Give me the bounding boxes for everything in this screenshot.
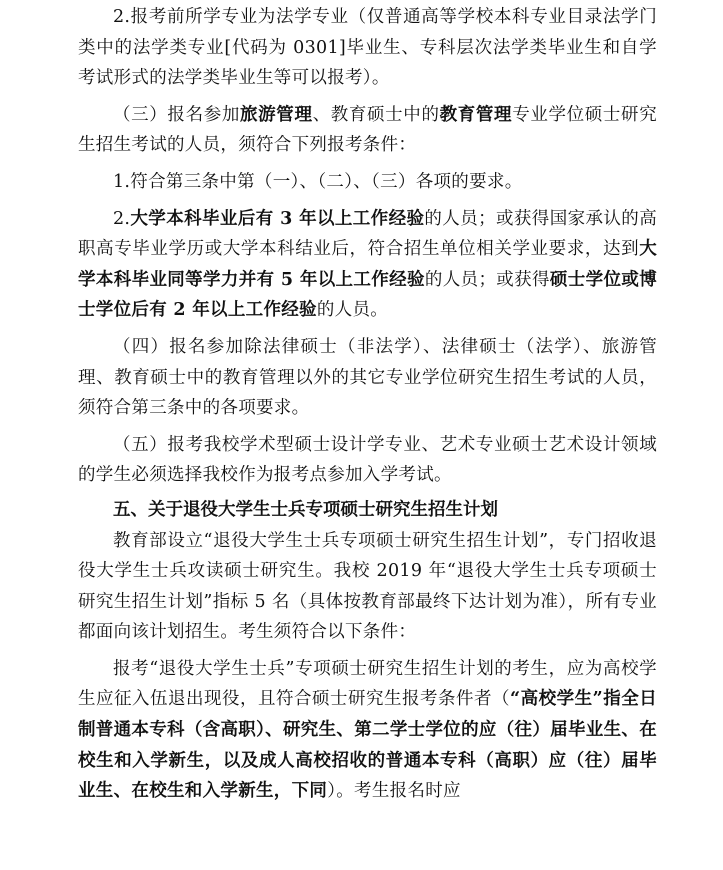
text-run: 的人员；或获得国家承认的高职高专毕业学历或大学本科结业后，符合招生单位相关学业要求，达到 xyxy=(78,208,658,260)
paragraph-p5 xyxy=(78,332,657,424)
section-heading: 五、关于退役大学生士兵专项硕士研究生招生计划 xyxy=(113,499,498,520)
text-run: （四）报名参加除法律硕士（非法学）、法律硕士（法学）、旅游管理、教育硕士中的教育管理以外的其它专业学位研究生招生考试的人员，须符合第三条中的各项要求。 xyxy=(78,336,657,419)
bold-text: “高校学生”指全日制普通本专科（含高职）、研究生、第二学士学位的应（往）届毕业生、在校生和入学新生，以及成人高校招收的普通本专科（高职）应（往）届毕业生、在校生和入学新生，下同 xyxy=(78,689,657,802)
bold-text: 教育管理 xyxy=(439,104,513,125)
paragraph-p3 xyxy=(78,167,657,198)
bold-text: 大学本科毕业同等学力并有 5 年以上工作经验 xyxy=(78,239,657,290)
bold-text: 硕士学位或博士学位后有 2 年以上工作经验 xyxy=(78,269,657,321)
text-run: 2.报考前所学专业为法学专业（仅普通高等学校本科专业目录法学门类中的法学类专业[代码为 0301]毕业生、专科层次法学类毕业生和自学考试形式的法学类毕业生等可以报考）。 xyxy=(78,7,657,89)
text-run: 1.符合第三条中第（一）、（二）、（三）各项的要求。 xyxy=(113,171,523,192)
bold-text: 旅游管理 xyxy=(240,104,313,125)
conditions-section xyxy=(78,2,657,491)
text-run: 教育部设立“退役大学生士兵专项硕士研究生招生计划”，专门招收退役大学生士兵攻读硕士研究生。我校 2019 年“退役大学生士兵专项硕士研究生招生计划”指标 5 名（具体按教育部最终下达计划为准），所有专业都面向该计划招生。考生须符合以下条件： xyxy=(78,530,657,643)
paragraph-p8 xyxy=(78,654,657,807)
text-run: 的人员。 xyxy=(316,300,389,321)
veteran-plan-section xyxy=(78,526,657,807)
paragraph-p6 xyxy=(78,430,657,491)
paragraph-p4 xyxy=(78,204,657,326)
text-run: 专业学位硕士研究生招生考试的人员，须符合下列报考条件： xyxy=(78,104,657,156)
text-run: 的人员；或获得 xyxy=(424,269,550,290)
text-run: ）。考生报名时应 xyxy=(327,781,461,802)
text-run: （五）报考我校学术型硕士设计学专业、艺术专业硕士艺术设计领域的学生必须选择我校作为报考点参加入学考试。 xyxy=(78,434,657,486)
bold-text: 大学本科毕业后有 3 年以上工作经验 xyxy=(130,208,425,229)
paragraph-p2 xyxy=(78,100,657,161)
paragraph-p1 xyxy=(78,2,657,94)
text-run: （三）报名参加 xyxy=(113,104,241,125)
text-run: 报考“退役大学生士兵”专项硕士研究生招生计划的考生，应为高校学生应征入伍退出现役，且符合硕士研究生报考条件者（ xyxy=(78,658,657,710)
text-run: 2. xyxy=(113,208,131,229)
text-run: 、教育硕士中的 xyxy=(312,104,440,125)
paragraph-p7 xyxy=(78,526,657,648)
